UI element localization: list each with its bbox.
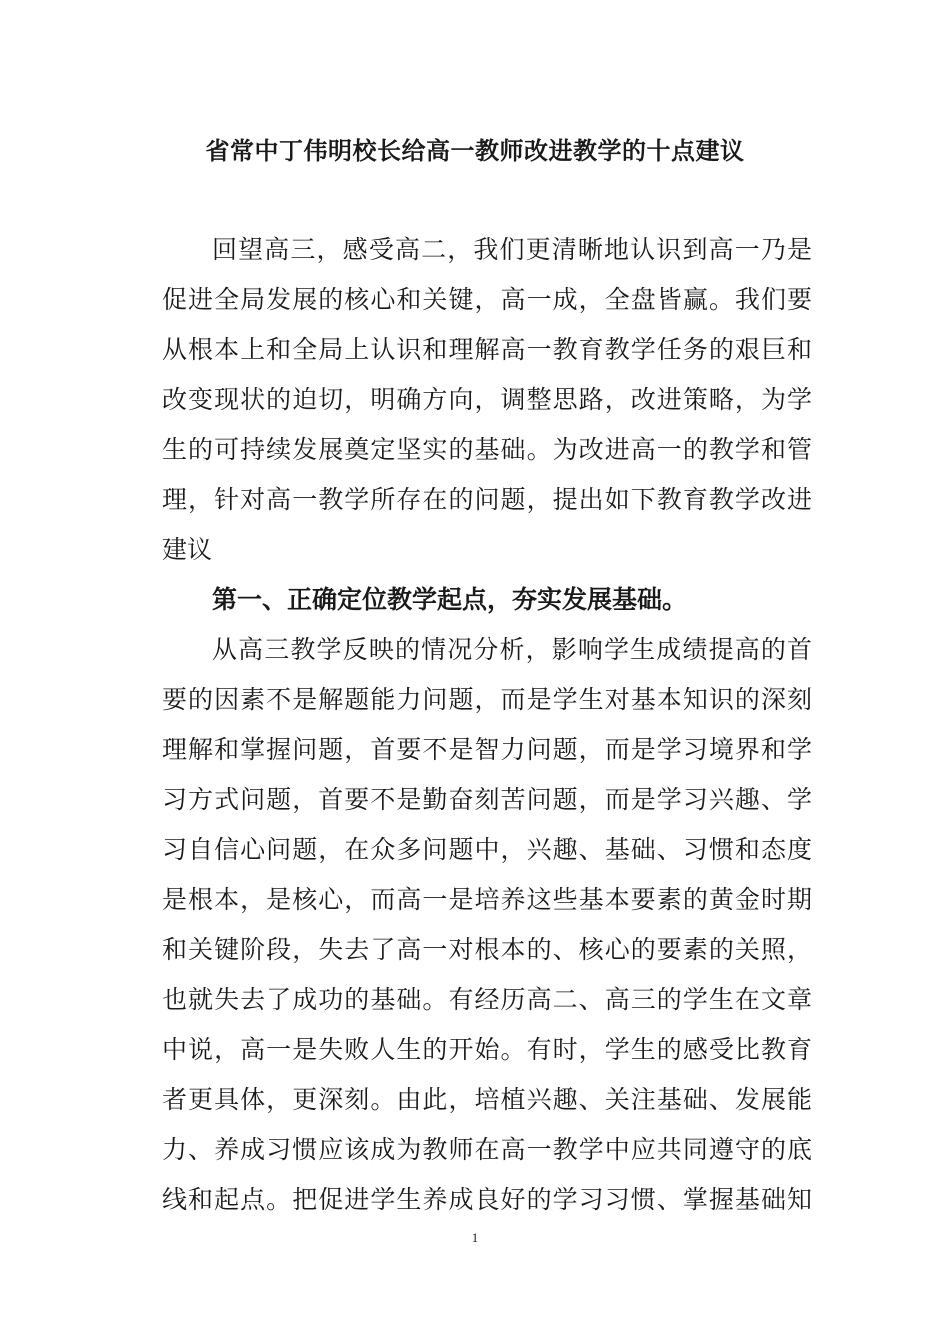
paragraph-2-line-3: 理解和掌握问题，首要不是智力问题，而是学习境界和学 [162,735,812,764]
paragraph-2-line-7: 和关键阶段，失去了高一对根本的、核心的要素的关照， [162,935,812,964]
document-title: 省常中丁伟明校长给高一教师改进教学的十点建议 [205,137,745,165]
paragraph-2-line-4: 习方式问题，首要不是勤奋刻苦问题，而是学习兴趣、学 [162,785,812,814]
paragraph-2-line-8: 也就失去了成功的基础。有经历高二、高三的学生在文章 [162,985,812,1014]
paragraph-2-line-12: 线和起点。把促进学生养成良好的学习习惯、掌握基础知 [162,1185,812,1214]
paragraph-1-line-3: 从根本上和全局上认识和理解高一教育教学任务的艰巨和 [162,335,812,364]
paragraph-1-line-7: 建议 [162,535,213,564]
paragraph-2-line-10: 者更具体，更深刻。由此，培植兴趣、关注基础、发展能 [162,1085,812,1114]
paragraph-1-line-4: 改变现状的迫切，明确方向，调整思路，改进策略，为学 [162,385,812,414]
paragraph-2-line-2: 要的因素不是解题能力问题，而是学生对基本知识的深刻 [162,685,812,714]
paragraph-1-line-5: 生的可持续发展奠定坚实的基础。为改进高一的教学和管 [162,435,812,464]
paragraph-1-line-6: 理，针对高一教学所存在的问题，提出如下教育教学改进 [162,485,812,514]
page-number: 1 [471,1230,479,1245]
paragraph-2-line-5: 习自信心问题，在众多问题中，兴趣、基础、习惯和态度 [162,835,812,864]
paragraph-2-line-6: 是根本，是核心，而高一是培养这些基本要素的黄金时期 [162,885,812,914]
section-heading-1: 第一、正确定位教学起点，夯实发展基础。 [212,585,688,614]
paragraph-1-line-1: 回望高三，感受高二，我们更清晰地认识到高一乃是 [212,235,812,264]
paragraph-2-line-9: 中说，高一是失败人生的开始。有时，学生的感受比教育 [162,1035,812,1064]
paragraph-2-line-1: 从高三教学反映的情况分析，影响学生成绩提高的首 [212,635,812,664]
paragraph-1-line-2: 促进全局发展的核心和关键，高一成，全盘皆赢。我们要 [162,285,812,314]
paragraph-2-line-11: 力、养成习惯应该成为教师在高一教学中应共同遵守的底 [162,1135,812,1164]
